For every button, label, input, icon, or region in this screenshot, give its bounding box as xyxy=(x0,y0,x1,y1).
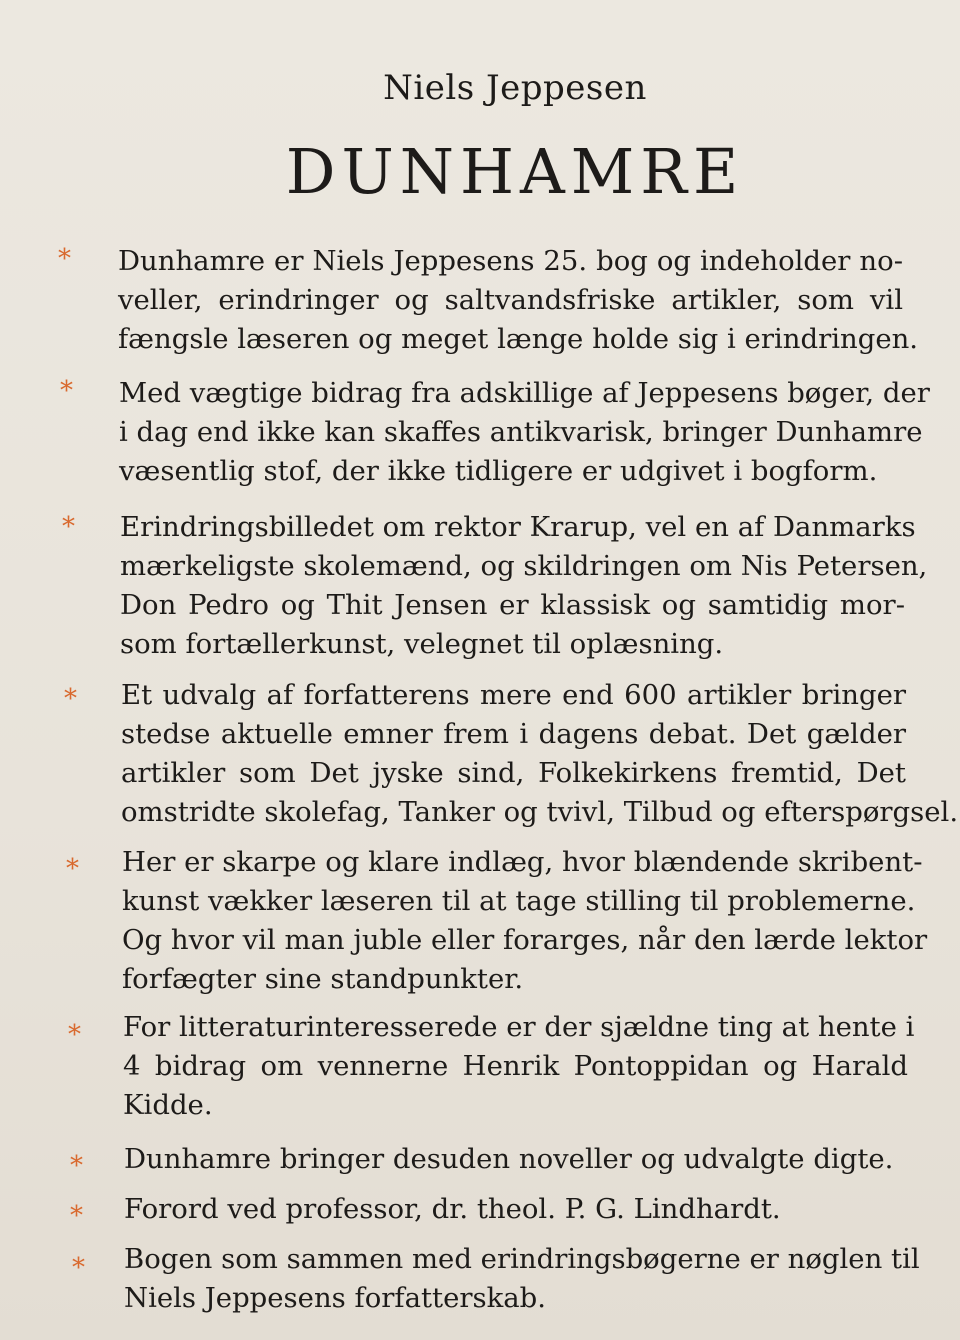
blurb-line: fængsle læseren og meget længe holde sig i erindringen. xyxy=(118,323,919,355)
blurb-paragraph xyxy=(124,1190,909,1229)
blurb-line: i dag end ikke kan skaffes antikvarisk, bringer Dunhamre xyxy=(119,416,923,448)
blurb-line: stedse aktuelle emner frem i dagens debat. Det gælder xyxy=(121,718,906,750)
blurb-line: veller, erindringer og saltvandsfriske artikler, som vil xyxy=(118,284,903,316)
blurb-line: forfægter sine standpunkter. xyxy=(122,963,524,995)
blurb-paragraph xyxy=(121,676,959,832)
bullet-asterisk: * xyxy=(70,1151,83,1181)
blurb-line: Med vægtige bidrag fra adskillige af Jeppesens bøger, der xyxy=(119,377,930,409)
blurb-paragraph xyxy=(122,843,928,999)
bullet-asterisk: * xyxy=(60,376,73,406)
bullet-asterisk: * xyxy=(68,1020,81,1050)
blurb-line: Dunhamre er Niels Jeppesens 25. bog og indeholder no- xyxy=(118,245,903,277)
blurb-line: artikler som Det jyske sind, Folkekirkens fremtid, Det xyxy=(121,757,906,789)
blurb-line: Her er skarpe og klare indlæg, hvor blændende skribent- xyxy=(122,846,923,878)
blurb-paragraph xyxy=(120,508,928,664)
bullet-asterisk: * xyxy=(70,1201,83,1231)
blurb-line: 4 bidrag om vennerne Henrik Pontoppidan og Harald xyxy=(123,1050,908,1082)
blurb-line: Kidde. xyxy=(123,1089,213,1121)
blurb-line: Erindringsbilledet om rektor Krarup, vel en af Danmarks xyxy=(120,511,916,543)
bullet-asterisk: * xyxy=(66,854,79,884)
bullet-asterisk: * xyxy=(64,684,77,714)
blurb-line: Don Pedro og Thit Jensen er klassisk og samtidig mor- xyxy=(120,589,905,621)
blurb-line: Og hvor vil man juble eller forarges, når den lærde lektor xyxy=(122,924,928,956)
blurb-line: omstridte skolefag, Tanker og tvivl, Tilbud og efterspørgsel. xyxy=(121,796,959,828)
blurb-line: Et udvalg af forfatterens mere end 600 artikler bringer xyxy=(121,679,906,711)
blurb-paragraph xyxy=(124,1140,909,1179)
blurb-paragraph xyxy=(118,242,919,359)
blurb-line: væsentlig stof, der ikke tidligere er udgivet i bogform. xyxy=(119,455,878,487)
blurb-line: mærkeligste skolemænd, og skildringen om Nis Petersen, xyxy=(120,550,928,582)
blurb-line: Bogen som sammen med erindringsbøgerne er nøglen til xyxy=(124,1243,920,1275)
bullet-asterisk: * xyxy=(72,1253,85,1283)
book-title: DUNHAMRE xyxy=(285,135,745,208)
bullet-asterisk: * xyxy=(62,512,75,542)
author-name: Niels Jeppesen xyxy=(383,68,647,108)
blurb-paragraph xyxy=(124,1240,920,1318)
bullet-asterisk: * xyxy=(58,244,71,274)
blurb-line: Niels Jeppesens forfatterskab. xyxy=(124,1282,547,1314)
blurb-paragraph xyxy=(123,1008,915,1125)
blurb-line: For litteraturinteresserede er der sjældne ting at hente i xyxy=(123,1011,915,1043)
blurb-line: Dunhamre bringer desuden noveller og udvalgte digte. xyxy=(124,1143,894,1175)
blurb-line: som fortællerkunst, velegnet til oplæsning. xyxy=(120,628,724,660)
blurb-line: Forord ved professor, dr. theol. P. G. Lindhardt. xyxy=(124,1193,781,1225)
blurb-line: kunst vækker læseren til at tage stilling til problemerne. xyxy=(122,885,916,917)
blurb-paragraph xyxy=(119,374,930,491)
